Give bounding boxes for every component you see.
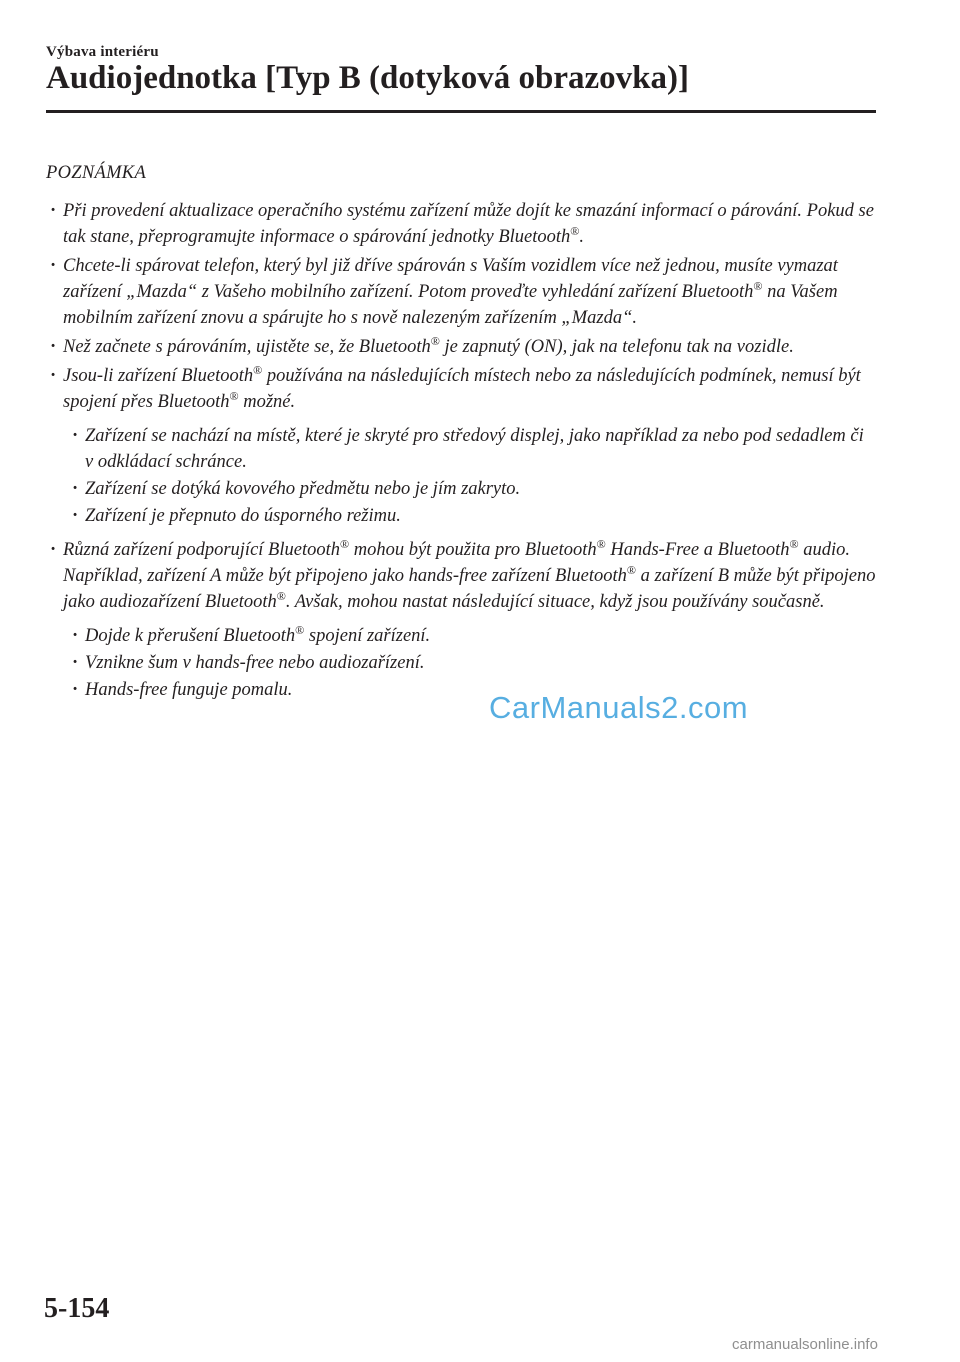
registered-mark: ® <box>229 389 239 403</box>
note-item <box>46 198 876 250</box>
bullet-text: audio. Například, zařízení A může být připojeno jako hands-free zařízení Bluetooth <box>63 540 851 586</box>
section-label: Výbava interiéru <box>46 44 159 60</box>
note-sub-item <box>68 476 876 502</box>
bullet-text: Hands-Free a Bluetooth <box>605 540 790 560</box>
bullet-text: možné. <box>238 392 296 412</box>
registered-mark: ® <box>626 563 636 577</box>
bullet-text: Chcete-li spárovat telefon, který byl již dříve spárován s Vaším vozidlem více než jednou, musíte vymazat zařízení „Mazda“ z Vašeho mobilního zařízení. Potom proveďte vyhledání zařízení Bluetooth <box>63 256 838 302</box>
registered-mark: ® <box>430 334 440 348</box>
note-list <box>46 198 876 703</box>
bullet-text: mohou být použita pro Bluetooth <box>349 540 597 560</box>
registered-mark: ® <box>276 589 286 603</box>
bullet-text: Různá zařízení podporující Bluetooth <box>63 540 340 560</box>
footer-url[interactable]: carmanualsonline.info <box>732 1336 878 1353</box>
page-title: Audiojednotka [Typ B (dotyková obrazovka)] <box>46 60 689 96</box>
note-sub-list <box>68 423 876 529</box>
bullet-text: Hands-free funguje pomalu. <box>85 680 293 700</box>
bullet-text: Zařízení je přepnuto do úsporného režimu. <box>85 506 401 526</box>
watermark-logo: CarManuals2.com <box>489 690 749 725</box>
note-item <box>46 334 876 360</box>
registered-mark: ® <box>753 279 763 293</box>
bullet-text: na Vašem mobilním zařízení znovu a spárujte ho s nově nalezeným zařízením „Mazda“. <box>63 282 838 328</box>
note-box <box>46 160 876 711</box>
bullet-text: je zapnutý (ON), jak na telefonu tak na vozidle. <box>439 337 794 357</box>
bullet-text: . <box>579 227 585 247</box>
bullet-text: používána na následujících místech nebo za následujících podmínek, nemusí být spojení přes Bluetooth <box>63 366 861 412</box>
title-divider <box>46 110 876 113</box>
bullet-text: Jsou-li zařízení Bluetooth <box>63 366 254 386</box>
bullet-text: a zařízení B může být připojeno jako audiozařízení Bluetooth <box>63 566 876 612</box>
note-sub-item <box>68 623 876 649</box>
note-sub-item <box>68 650 876 676</box>
registered-mark: ® <box>789 537 799 551</box>
note-sub-list <box>68 623 876 703</box>
registered-mark: ® <box>570 224 580 238</box>
registered-mark: ® <box>596 537 606 551</box>
note-sub-item <box>68 423 876 475</box>
bullet-text: Dojde k přerušení Bluetooth <box>85 626 296 646</box>
registered-mark: ® <box>295 623 305 637</box>
note-sub-item <box>68 503 876 529</box>
bullet-text: spojení zařízení. <box>304 626 431 646</box>
bullet-text: Při provedení aktualizace operačního systému zařízení může dojít ke smazání informací o párování. Pokud se tak stane, přeprogramujte informace o spárování jednotky Bluetooth <box>63 201 874 247</box>
bullet-text: Zařízení se dotýká kovového předmětu nebo je jím zakryto. <box>85 479 521 499</box>
bullet-text: Zařízení se nachází na místě, které je skryté pro středový displej, jako například za nebo pod sedadlem či v odkládací schránce. <box>85 426 864 472</box>
bullet-text: Vznikne šum v hands-free nebo audiozařízení. <box>85 653 425 673</box>
note-item <box>46 537 876 615</box>
note-heading: POZNÁMKA <box>46 163 147 183</box>
bullet-text: . Avšak, mohou nastat následující situace, když jsou používány současně. <box>285 592 825 612</box>
note-item <box>46 253 876 331</box>
note-sub-item <box>68 677 876 703</box>
registered-mark: ® <box>339 537 350 551</box>
registered-mark: ® <box>253 363 263 377</box>
note-item <box>46 363 876 415</box>
page-number: 5-154 <box>44 1293 110 1324</box>
bullet-text: Než začnete s párováním, ujistěte se, že Bluetooth <box>63 337 431 357</box>
